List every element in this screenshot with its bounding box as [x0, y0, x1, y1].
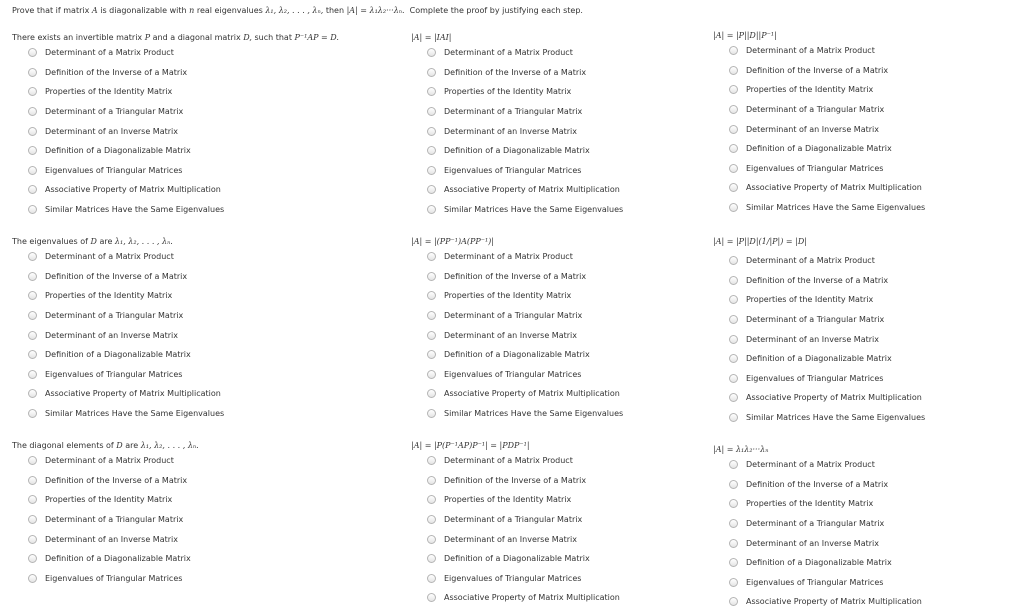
step-2-option[interactable]	[411, 63, 716, 83]
step-8-math: |A| = |P(P⁻¹AP)P⁻¹| = |PDP⁻¹|	[411, 441, 530, 450]
option-label: Eigenvalues of Triangular Matrices	[444, 165, 582, 175]
step-9-option[interactable]	[713, 514, 1018, 534]
radio-icon[interactable]	[729, 578, 738, 587]
step-5-option[interactable]	[411, 384, 716, 404]
radio-icon[interactable]	[427, 350, 436, 359]
step-2-option[interactable]	[411, 200, 716, 220]
step-5-statement	[411, 237, 716, 247]
radio-icon[interactable]	[28, 252, 37, 261]
step-8-option[interactable]	[411, 510, 716, 530]
radio-icon[interactable]	[28, 166, 37, 175]
step-6	[713, 237, 1018, 427]
radio-icon[interactable]	[28, 48, 37, 57]
step-8-option[interactable]	[411, 451, 716, 471]
step-1-math: P	[144, 33, 151, 42]
radio-icon[interactable]	[729, 413, 738, 422]
step-1-option[interactable]	[12, 43, 317, 63]
intro-n: n	[189, 6, 195, 15]
step-4-option[interactable]	[12, 345, 317, 365]
radio-icon[interactable]	[427, 515, 436, 524]
step-7-option[interactable]	[12, 549, 317, 569]
option-label: Eigenvalues of Triangular Matrices	[444, 573, 582, 583]
step-4-option[interactable]	[12, 306, 317, 326]
step-4-option[interactable]	[12, 384, 317, 404]
option-label: Determinant of a Matrix Product	[45, 48, 174, 58]
radio-icon[interactable]	[729, 558, 738, 567]
radio-icon[interactable]	[729, 519, 738, 528]
option-label: Similar Matrices Have the Same Eigenvalues	[45, 205, 225, 215]
radio-icon[interactable]	[28, 146, 37, 155]
step-4-option[interactable]	[12, 267, 317, 287]
option-label: Determinant of an Inverse Matrix	[746, 334, 879, 344]
option-label: Definition of a Diagonalizable Matrix	[444, 350, 590, 360]
radio-icon[interactable]	[427, 495, 436, 504]
step-1-option[interactable]	[12, 63, 317, 83]
step-1	[12, 33, 339, 219]
step-3-option[interactable]	[713, 61, 1018, 81]
radio-icon[interactable]	[427, 456, 436, 465]
step-1-math-3: P⁻¹AP = D.	[294, 33, 339, 42]
step-9-math: |A| = λ₁λ₂···λₙ	[713, 445, 769, 454]
step-8-option[interactable]	[411, 490, 716, 510]
radio-icon[interactable]	[729, 105, 738, 114]
option-label: Associative Property of Matrix Multiplication	[444, 389, 620, 399]
step-9-statement	[713, 445, 1018, 455]
radio-icon[interactable]	[427, 554, 436, 563]
option-label: Determinant of a Matrix Product	[444, 252, 573, 262]
radio-icon[interactable]	[427, 252, 436, 261]
step-7-option[interactable]	[12, 529, 317, 549]
step-9-option[interactable]	[713, 573, 1018, 593]
radio-icon[interactable]	[729, 46, 738, 55]
step-7-math-2: λ₁, λ₂, . . . , λₙ.	[140, 441, 199, 450]
radio-icon[interactable]	[427, 166, 436, 175]
step-6-math: |A| = |P||D|(1/|P|) = |D|	[713, 237, 807, 246]
step-1-text-2: and a diagonal matrix	[152, 33, 241, 42]
step-3-option[interactable]	[713, 159, 1018, 179]
radio-icon[interactable]	[729, 66, 738, 75]
option-label: Determinant of a Matrix Product	[45, 252, 174, 262]
radio-icon[interactable]	[729, 125, 738, 134]
option-label: Eigenvalues of Triangular Matrices	[444, 369, 582, 379]
intro-prefix: Prove that if matrix	[12, 6, 90, 15]
radio-icon[interactable]	[729, 203, 738, 212]
option-label: Definition of the Inverse of a Matrix	[746, 479, 889, 489]
radio-icon[interactable]	[28, 476, 37, 485]
problem-statement	[12, 6, 583, 15]
option-label: Eigenvalues of Triangular Matrices	[45, 573, 183, 583]
option-label: Definition of a Diagonalizable Matrix	[45, 554, 191, 564]
option-label: Definition of the Inverse of a Matrix	[746, 65, 889, 75]
step-3-options	[713, 41, 1018, 217]
step-5-option[interactable]	[411, 345, 716, 365]
step-4-text: The eigenvalues of	[12, 237, 88, 246]
step-6-option[interactable]	[713, 290, 1018, 310]
radio-icon[interactable]	[28, 456, 37, 465]
option-label: Definition of the Inverse of a Matrix	[444, 475, 587, 485]
step-4-option[interactable]	[12, 286, 317, 306]
step-5	[411, 237, 716, 423]
radio-icon[interactable]	[427, 311, 436, 320]
step-7-text-2: are	[125, 441, 139, 450]
option-label: Determinant of an Inverse Matrix	[444, 126, 577, 136]
step-2	[411, 33, 716, 219]
option-label: Properties of the Identity Matrix	[444, 291, 572, 301]
step-2-option[interactable]	[411, 161, 716, 181]
radio-icon[interactable]	[28, 409, 37, 418]
option-label: Eigenvalues of Triangular Matrices	[746, 163, 884, 173]
option-label: Eigenvalues of Triangular Matrices	[45, 369, 183, 379]
step-8-options	[411, 451, 716, 608]
option-label: Determinant of an Inverse Matrix	[746, 538, 879, 548]
step-2-option[interactable]	[411, 43, 716, 63]
radio-icon[interactable]	[729, 499, 738, 508]
radio-icon[interactable]	[427, 107, 436, 116]
option-label: Determinant of a Triangular Matrix	[444, 311, 583, 321]
radio-icon[interactable]	[427, 574, 436, 583]
radio-icon[interactable]	[28, 389, 37, 398]
radio-icon[interactable]	[729, 315, 738, 324]
radio-icon[interactable]	[427, 146, 436, 155]
option-label: Similar Matrices Have the Same Eigenvalues	[746, 203, 926, 213]
radio-icon[interactable]	[28, 331, 37, 340]
radio-icon[interactable]	[28, 185, 37, 194]
step-5-math: |A| = |(PP⁻¹)A(PP⁻¹)|	[411, 237, 494, 246]
step-8-option[interactable]	[411, 529, 716, 549]
step-6-option[interactable]	[713, 388, 1018, 408]
step-9-option[interactable]	[713, 455, 1018, 475]
radio-icon[interactable]	[729, 85, 738, 94]
radio-icon[interactable]	[28, 272, 37, 281]
step-3-option[interactable]	[713, 119, 1018, 139]
option-label: Properties of the Identity Matrix	[45, 291, 173, 301]
step-7-statement	[12, 441, 317, 451]
step-9-option[interactable]	[713, 533, 1018, 553]
radio-icon[interactable]	[427, 535, 436, 544]
radio-icon[interactable]	[28, 291, 37, 300]
radio-icon[interactable]	[427, 48, 436, 57]
radio-icon[interactable]	[28, 107, 37, 116]
step-2-option[interactable]	[411, 82, 716, 102]
step-6-option[interactable]	[713, 349, 1018, 369]
radio-icon[interactable]	[427, 68, 436, 77]
step-3-option[interactable]	[713, 198, 1018, 218]
option-label: Associative Property of Matrix Multiplication	[746, 597, 922, 607]
option-label: Definition of the Inverse of a Matrix	[444, 67, 587, 77]
option-label: Determinant of a Matrix Product	[746, 460, 875, 470]
option-label: Similar Matrices Have the Same Eigenvalues	[444, 205, 624, 215]
step-6-option[interactable]	[713, 251, 1018, 271]
step-6-option[interactable]	[713, 310, 1018, 330]
option-label: Determinant of a Triangular Matrix	[746, 519, 885, 529]
option-label: Properties of the Identity Matrix	[45, 495, 173, 505]
step-5-option[interactable]	[411, 404, 716, 424]
step-1-text: There exists an invertible matrix	[12, 33, 143, 42]
option-label: Associative Property of Matrix Multiplication	[45, 389, 221, 399]
radio-icon[interactable]	[28, 311, 37, 320]
radio-icon[interactable]	[427, 409, 436, 418]
radio-icon[interactable]	[729, 276, 738, 285]
option-label: Determinant of a Triangular Matrix	[746, 105, 885, 115]
step-5-option[interactable]	[411, 247, 716, 267]
option-label: Definition of the Inverse of a Matrix	[45, 67, 188, 77]
step-4-math: D	[90, 237, 97, 246]
step-1-options	[12, 43, 317, 219]
option-label: Determinant of a Triangular Matrix	[45, 107, 184, 117]
step-6-options	[713, 251, 1018, 427]
radio-icon[interactable]	[427, 87, 436, 96]
option-label: Determinant of a Triangular Matrix	[45, 515, 184, 525]
radio-icon[interactable]	[729, 335, 738, 344]
option-label: Eigenvalues of Triangular Matrices	[45, 165, 183, 175]
option-label: Definition of a Diagonalizable Matrix	[746, 558, 892, 568]
step-1-option[interactable]	[12, 121, 317, 141]
radio-icon[interactable]	[729, 460, 738, 469]
step-6-statement	[713, 237, 1018, 247]
option-label: Determinant of a Triangular Matrix	[746, 315, 885, 325]
step-6-option[interactable]	[713, 369, 1018, 389]
option-label: Properties of the Identity Matrix	[746, 499, 874, 509]
step-3-math: |A| = |P||D||P⁻¹|	[713, 31, 777, 40]
step-9	[713, 445, 1018, 612]
radio-icon[interactable]	[28, 87, 37, 96]
step-5-option[interactable]	[411, 286, 716, 306]
option-label: Properties of the Identity Matrix	[746, 295, 874, 305]
option-label: Associative Property of Matrix Multiplication	[444, 593, 620, 603]
step-4-option[interactable]	[12, 404, 317, 424]
step-8-option[interactable]	[411, 471, 716, 491]
option-label: Determinant of an Inverse Matrix	[45, 126, 178, 136]
option-label: Determinant of a Matrix Product	[45, 456, 174, 466]
step-1-statement	[12, 33, 339, 43]
step-3-option[interactable]	[713, 178, 1018, 198]
step-8-option[interactable]	[411, 569, 716, 589]
step-5-option[interactable]	[411, 306, 716, 326]
step-4-text-2: are	[99, 237, 113, 246]
step-1-option[interactable]	[12, 102, 317, 122]
option-label: Properties of the Identity Matrix	[45, 87, 173, 97]
intro-eigenvalues: λ₁, λ₂, . . . , λₙ,	[265, 6, 324, 15]
step-6-option[interactable]	[713, 408, 1018, 428]
step-1-option[interactable]	[12, 161, 317, 181]
radio-icon[interactable]	[729, 374, 738, 383]
step-3-statement	[713, 31, 1018, 41]
step-5-options	[411, 247, 716, 423]
option-label: Associative Property of Matrix Multiplication	[746, 393, 922, 403]
option-label: Definition of a Diagonalizable Matrix	[45, 146, 191, 156]
option-label: Determinant of a Matrix Product	[746, 46, 875, 56]
option-label: Similar Matrices Have the Same Eigenvalues	[746, 413, 926, 423]
step-4-option[interactable]	[12, 325, 317, 345]
radio-icon[interactable]	[28, 350, 37, 359]
step-1-option[interactable]	[12, 200, 317, 220]
step-4-statement	[12, 237, 317, 247]
step-1-text-3: such that	[254, 33, 292, 42]
radio-icon[interactable]	[729, 539, 738, 548]
option-label: Eigenvalues of Triangular Matrices	[746, 373, 884, 383]
step-1-option[interactable]	[12, 141, 317, 161]
radio-icon[interactable]	[729, 164, 738, 173]
option-label: Determinant of a Triangular Matrix	[444, 515, 583, 525]
step-4-options	[12, 247, 317, 423]
radio-icon[interactable]	[729, 393, 738, 402]
option-label: Associative Property of Matrix Multiplication	[45, 185, 221, 195]
option-label: Definition of the Inverse of a Matrix	[45, 475, 188, 485]
step-9-option[interactable]	[713, 494, 1018, 514]
step-5-option[interactable]	[411, 365, 716, 385]
step-7-option[interactable]	[12, 569, 317, 589]
radio-icon[interactable]	[28, 554, 37, 563]
step-2-option[interactable]	[411, 102, 716, 122]
intro-then: then	[325, 6, 345, 15]
option-label: Definition of the Inverse of a Matrix	[444, 271, 587, 281]
step-3	[713, 31, 1018, 217]
intro-determinant: |A| = λ₁λ₂···λₙ.	[346, 6, 405, 15]
intro-middle: is diagonalizable with	[100, 6, 187, 15]
option-label: Determinant of a Matrix Product	[746, 256, 875, 266]
option-label: Definition of the Inverse of a Matrix	[746, 275, 889, 285]
step-7-option[interactable]	[12, 471, 317, 491]
option-label: Eigenvalues of Triangular Matrices	[746, 577, 884, 587]
option-label: Similar Matrices Have the Same Eigenvalues	[444, 409, 624, 419]
step-9-options	[713, 455, 1018, 612]
radio-icon[interactable]	[28, 370, 37, 379]
option-label: Definition of a Diagonalizable Matrix	[444, 146, 590, 156]
radio-icon[interactable]	[427, 291, 436, 300]
radio-icon[interactable]	[729, 256, 738, 265]
step-6-option[interactable]	[713, 329, 1018, 349]
radio-icon[interactable]	[729, 295, 738, 304]
radio-icon[interactable]	[427, 331, 436, 340]
step-2-option[interactable]	[411, 121, 716, 141]
step-9-option[interactable]	[713, 475, 1018, 495]
radio-icon[interactable]	[729, 354, 738, 363]
option-label: Determinant of an Inverse Matrix	[444, 534, 577, 544]
radio-icon[interactable]	[427, 205, 436, 214]
radio-icon[interactable]	[28, 68, 37, 77]
option-label: Associative Property of Matrix Multiplication	[444, 185, 620, 195]
step-2-options	[411, 43, 716, 219]
option-label: Determinant of a Triangular Matrix	[444, 107, 583, 117]
option-label: Determinant of an Inverse Matrix	[746, 124, 879, 134]
option-label: Determinant of a Matrix Product	[444, 456, 573, 466]
radio-icon[interactable]	[427, 272, 436, 281]
step-7-options	[12, 451, 317, 588]
radio-icon[interactable]	[28, 535, 37, 544]
step-8	[411, 441, 716, 608]
option-label: Similar Matrices Have the Same Eigenvalues	[45, 409, 225, 419]
radio-icon[interactable]	[28, 515, 37, 524]
step-7-text: The diagonal elements of	[12, 441, 114, 450]
step-7-option[interactable]	[12, 451, 317, 471]
option-label: Associative Property of Matrix Multiplication	[746, 183, 922, 193]
step-1-option[interactable]	[12, 82, 317, 102]
radio-icon[interactable]	[28, 127, 37, 136]
intro-real: real eigenvalues	[196, 6, 263, 15]
step-7	[12, 441, 317, 588]
intro-suffix: Complete the proof by justifying each step.	[409, 6, 583, 15]
radio-icon[interactable]	[28, 574, 37, 583]
radio-icon[interactable]	[729, 480, 738, 489]
step-3-option[interactable]	[713, 41, 1018, 61]
option-label: Determinant of an Inverse Matrix	[45, 534, 178, 544]
option-label: Properties of the Identity Matrix	[444, 495, 572, 505]
step-4-option[interactable]	[12, 247, 317, 267]
option-label: Determinant of a Matrix Product	[444, 48, 573, 58]
radio-icon[interactable]	[729, 144, 738, 153]
step-2-option[interactable]	[411, 180, 716, 200]
option-label: Definition of the Inverse of a Matrix	[45, 271, 188, 281]
step-7-math: D	[116, 441, 123, 450]
step-8-option[interactable]	[411, 588, 716, 608]
option-label: Definition of a Diagonalizable Matrix	[444, 554, 590, 564]
radio-icon[interactable]	[28, 205, 37, 214]
step-5-option[interactable]	[411, 325, 716, 345]
intro-matrix-a: A	[91, 6, 98, 15]
radio-icon[interactable]	[427, 127, 436, 136]
radio-icon[interactable]	[28, 495, 37, 504]
step-1-math-2: D,	[243, 33, 252, 42]
step-9-option[interactable]	[713, 553, 1018, 573]
option-label: Properties of the Identity Matrix	[746, 85, 874, 95]
step-3-option[interactable]	[713, 100, 1018, 120]
option-label: Determinant of an Inverse Matrix	[45, 330, 178, 340]
step-7-option[interactable]	[12, 510, 317, 530]
radio-icon[interactable]	[427, 593, 436, 602]
step-2-option[interactable]	[411, 141, 716, 161]
step-3-option[interactable]	[713, 139, 1018, 159]
radio-icon[interactable]	[427, 476, 436, 485]
option-label: Properties of the Identity Matrix	[444, 87, 572, 97]
step-8-statement	[411, 441, 716, 451]
radio-icon[interactable]	[729, 183, 738, 192]
step-4-math-2: λ₁, λ₂, . . . , λₙ.	[114, 237, 173, 246]
step-4-option[interactable]	[12, 365, 317, 385]
radio-icon[interactable]	[427, 185, 436, 194]
step-5-option[interactable]	[411, 267, 716, 287]
step-8-option[interactable]	[411, 549, 716, 569]
step-3-option[interactable]	[713, 80, 1018, 100]
radio-icon[interactable]	[427, 370, 436, 379]
radio-icon[interactable]	[427, 389, 436, 398]
option-label: Definition of a Diagonalizable Matrix	[746, 354, 892, 364]
step-2-statement	[411, 33, 716, 43]
step-6-option[interactable]	[713, 271, 1018, 291]
radio-icon[interactable]	[729, 597, 738, 606]
step-4	[12, 237, 317, 423]
option-label: Determinant of an Inverse Matrix	[444, 330, 577, 340]
step-1-option[interactable]	[12, 180, 317, 200]
option-label: Definition of a Diagonalizable Matrix	[746, 144, 892, 154]
step-2-math: |A| = |IAI|	[411, 33, 452, 42]
option-label: Definition of a Diagonalizable Matrix	[45, 350, 191, 360]
step-7-option[interactable]	[12, 490, 317, 510]
option-label: Determinant of a Triangular Matrix	[45, 311, 184, 321]
